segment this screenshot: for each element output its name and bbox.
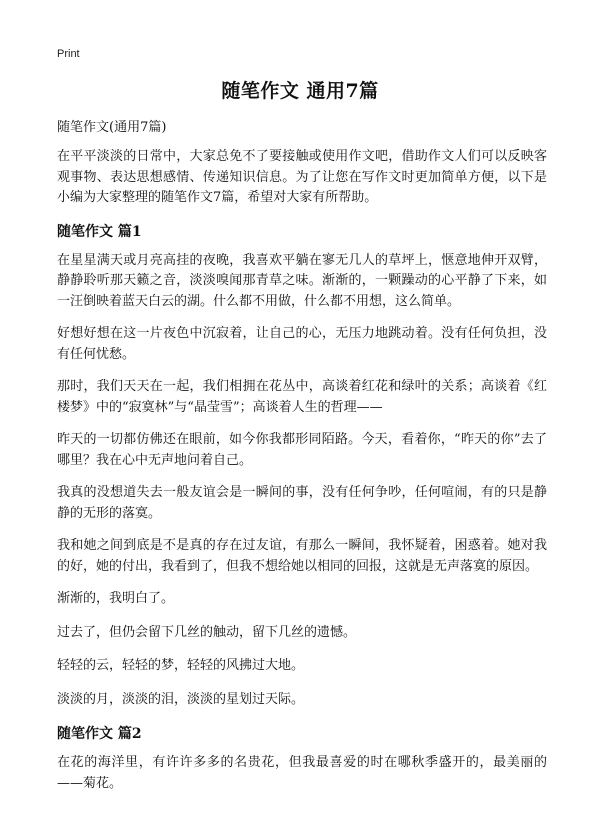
print-link[interactable]: Print <box>57 48 80 60</box>
paragraph: 那时，我们天天在一起，我们相拥在花丛中，高谈着红花和绿叶的关系；高谈着《红楼梦》中的“寂寞林”与“晶莹雪”；高谈着人生的哲理—— <box>57 379 547 415</box>
paragraph: 在星星满天或月亮高挂的夜晚，我喜欢平躺在寥无几人的草坪上，惬意地伸开双臂，静静聆听那天籁之音，淡淡嗅闻那青草之味。渐渐的，一颗躁动的心平静了下来，如一汪倒映着蓝天白云的湖。什么都不用做，什么都不用想，这么简单。 <box>57 252 547 309</box>
paragraph: 我真的没想道失去一般友谊会是一瞬间的事，没有任何争吵，任何喧闹，有的只是静静的无形的落寞。 <box>57 485 547 521</box>
paragraph: 在花的海洋里，有许许多多的名贵花，但我最喜爱的时在哪秋季盛开的，最美丽的——菊花。 <box>57 755 547 791</box>
section-heading: 随笔作文 篇2 <box>57 726 142 742</box>
document-title: 随笔作文 通用7篇 <box>221 80 379 102</box>
paragraph: 轻轻的云，轻轻的梦，轻轻的风拂过大地。 <box>57 658 305 673</box>
intro-paragraph: 在平平淡淡的日常中，大家总免不了要接触或使用作文吧，借助作文人们可以反映客观事物、表达思想感情、传递知识信息。为了让您在写作文时更加简单方便，以下是小编为大家整理的随笔作文7篇，希望对大家有所帮助。 <box>57 149 547 205</box>
document-body <box>57 118 547 806</box>
paragraph: 我和她之间到底是不是真的存在过友谊，有那么一瞬间，我怀疑着，困惑着。她对我的好，她的付出，我看到了，但我不想给她以相同的回报，这就是无声落寞的原因。 <box>57 538 547 574</box>
section-heading: 随笔作文 篇1 <box>57 223 142 240</box>
paragraph: 好想好想在这一片夜色中沉寂着，让自己的心，无压力地跳动着。没有任何负担，没有任何忧愁。 <box>57 326 547 362</box>
paragraph: 淡淡的月，淡淡的泪，淡淡的星划过天际。 <box>57 691 305 707</box>
paragraph: 渐渐的，我明白了。 <box>57 591 175 606</box>
document-subtitle: 随笔作文(通用7篇) <box>57 120 167 135</box>
paragraph: 昨天的一切都仿佛还在眼前，如今你我都形同陌路。今天，看着你，“昨天的你”去了哪里？我在心中无声地问着自己。 <box>57 432 547 468</box>
paragraph: 过去了，但仍会留下几丝的触动，留下几丝的遗憾。 <box>57 624 357 640</box>
